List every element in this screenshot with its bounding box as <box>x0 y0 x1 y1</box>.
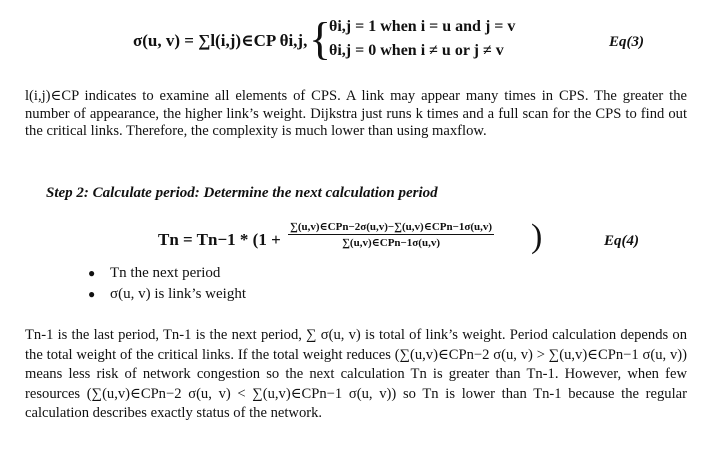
bullet-text: σ(u, v) is link’s weight <box>110 286 246 302</box>
bullet-icon: ● <box>88 287 96 301</box>
equation-4 <box>158 218 698 264</box>
equation-4-close-paren: ) <box>531 218 543 255</box>
equation-3-case-2: θi,j = 0 when i ≠ u or j ≠ v <box>329 42 504 59</box>
bullet-text: Tn the next period <box>110 265 221 281</box>
equation-3-case-1: θi,j = 1 when i = u and j = v <box>329 18 516 35</box>
bullet-item-link-weight <box>88 284 246 305</box>
paragraph-2-text: Tn-1 is the last period, Tn-1 is the next period, ∑ σ(u, v) is total of link’s weight. Period calculation depends on the total weight of the critical links. If the total weight reduces (∑(u,v)∈CPn−2 σ(u, v) > ∑(u,v)∈CPn−1 σ(u, v)) means less risk of network congestion so the next calculation Tn is greater than Tn-1. However, when few resources (∑(u,v)∈CPn−2 σ(u, v) < ∑(u,v)∈CPn−1 σ(u, v)) so Tn is lower than Tn-1 because the regular calculation describes exactly status of the network. <box>25 327 687 422</box>
equation-4-lhs: Tn = Tn−1 * (1 + <box>158 230 281 249</box>
equation-4-fraction <box>288 220 494 249</box>
equation-4-denominator: ∑(u,v)∈CPn−1σ(u,v) <box>342 237 440 249</box>
equation-3-label: Eq(3) <box>609 34 644 50</box>
equation-3-lhs: σ(u, v) = ∑l(i,j)∈CP θi,j, <box>133 31 308 50</box>
equation-4-numerator: ∑(u,v)∈CPn−2σ(u,v)−∑(u,v)∈CPn−1σ(u,v) <box>290 221 493 233</box>
paragraph-critical-links <box>25 88 687 141</box>
equation-3 <box>133 14 717 70</box>
equation-3-brace: { <box>309 13 332 64</box>
bullet-list <box>88 263 246 305</box>
paragraph-period-calculation <box>25 326 687 424</box>
bullet-icon: ● <box>88 266 96 280</box>
equation-4-label: Eq(4) <box>604 233 639 249</box>
bullet-item-next-period <box>88 263 246 284</box>
step-2-heading: Step 2: Calculate period: Determine the next calculation period <box>46 185 438 201</box>
paragraph-1-text: l(i,j)∈CP indicates to examine all elements of CPS. A link may appear many times in CPS. The greater the number of appearance, the higher link’s weight. Dijkstra just runs k times and a full scan for the CPS to find out the critical links. Therefore, the complexity is much lower than using maxflow. <box>25 88 687 140</box>
